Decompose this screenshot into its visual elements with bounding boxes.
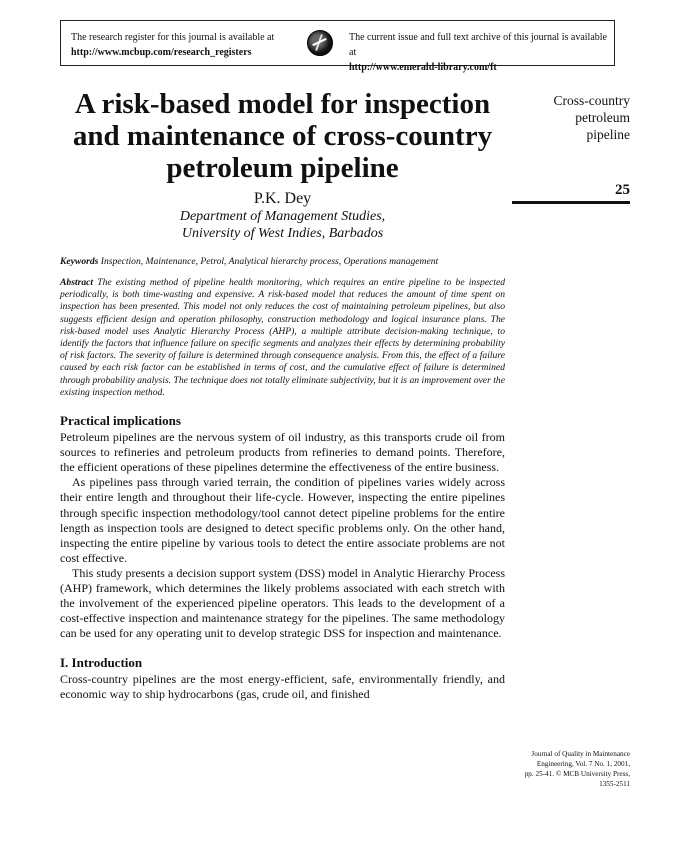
article-main-column	[60, 80, 505, 703]
practical-implications-heading: Practical implications	[60, 413, 181, 429]
author-affiliation-line2: University of West Indies, Barbados	[181, 226, 384, 241]
article-title: A risk-based model for inspection and maintenance of cross-country petroleum pipeline	[72, 88, 493, 184]
practical-paragraph-3: This study presents a decision support system (DSS) model in Analytic Hierarchy Process (AHP) framework, which determines the likely problems associated with each stretch with the involvement of the experienced pipeline operators. This leads to the development of a cost-effective inspection and maintenance strategy for the pipelines. The same methodology can be used for any operating unit to develop strategic DSS for inspection and maintenance.	[60, 565, 505, 641]
article-author: P.K. Dey	[253, 190, 312, 207]
research-register-link[interactable]: http://www.mcbup.com/research_registers	[71, 47, 252, 58]
journal-citation-line3: pp. 25-41. © MCB University Press,	[524, 770, 630, 778]
research-register-note	[71, 30, 301, 60]
abstract-block	[60, 277, 505, 399]
journal-citation-line2: Engineering, Vol. 7 No. 1, 2001,	[536, 760, 630, 768]
practical-paragraph-2: As pipelines pass through varied terrain, the condition of pipelines varies widely across their entire length and throughout their life-cycle. However, inspecting the entire pipelines through specific inspection methodology/tool cannot detect pipeline problems for the entire length as inspection tools are designed to detect specific problems only. On the other hand, inspecting the entire pipeline by various tools to detect the entire associate problems are not cost effective.	[60, 475, 505, 565]
keywords-label: Keywords	[60, 256, 99, 267]
full-text-archive-text: The current issue and full text archive of this journal is available at	[349, 32, 607, 58]
author-affiliation-line1: Department of Management Studies,	[179, 209, 386, 224]
journal-citation-line1: Journal of Quality in Maintenance	[531, 750, 630, 758]
abstract-text: The existing method of pipeline health monitoring, which requires an entire pipeline to be inspected periodically, is both time-wasting and expensive. A risk-based model that reduces the amount of time spent on inspection has been presented. This model not only reduces the cost of maintaining petroleum pipelines, but also suggests efficient design and operation philosophy, construction methodology and logical insurance plans. The risk-based model uses Analytic Hierarchy Process (AHP), a multiple attribute decision-making technique, to identify the factors that influence failure on specific segments and analyzes their effects by determining probability of risk factors. The severity of failure is determined through consequence analysis. From this, the effect of a failure caused by each risk factor can be established in terms of cost, and the cumulative effect of failure is determined through probability analysis. The technique does not totally eliminate subjectivity, but it is an improvement over the existing inspection method.	[60, 277, 505, 398]
full-text-archive-link[interactable]: http://www.emerald-library.com/ft	[349, 62, 497, 73]
journal-header-box	[60, 20, 615, 73]
running-title-line1: Cross-country	[553, 93, 630, 108]
keywords-text: Inspection, Maintenance, Petrol, Analytical hierarchy process, Operations management	[100, 256, 439, 267]
publisher-globe-logo-icon	[307, 30, 333, 56]
running-title-line2: petroleum	[575, 110, 630, 125]
abstract-label: Abstract	[60, 277, 94, 288]
running-title-line3: pipeline	[586, 127, 630, 142]
introduction-paragraph-1: Cross-country pipelines are the most energy-efficient, safe, environmentally friendly, and economic way to ship hydrocarbons (gas, crude oil, and finished	[60, 672, 505, 702]
practical-paragraph-1: Petroleum pipelines are the nervous system of oil industry, as this transports crude oil from sources to refineries and petroleum products from refineries to demand points. Therefore, the efficient operations of these pipelines determine the effectiveness of the entire business.	[60, 430, 505, 475]
page-number: 25	[615, 182, 630, 198]
research-register-text: The research register for this journal is available at	[71, 32, 275, 43]
introduction-heading: I. Introduction	[60, 655, 143, 671]
keywords-block	[60, 256, 505, 268]
page-number-rule	[512, 201, 630, 204]
journal-citation-line4: 1355-2511	[599, 780, 630, 788]
running-title	[512, 92, 630, 143]
journal-citation-note	[500, 749, 630, 789]
full-text-archive-note	[349, 30, 614, 75]
